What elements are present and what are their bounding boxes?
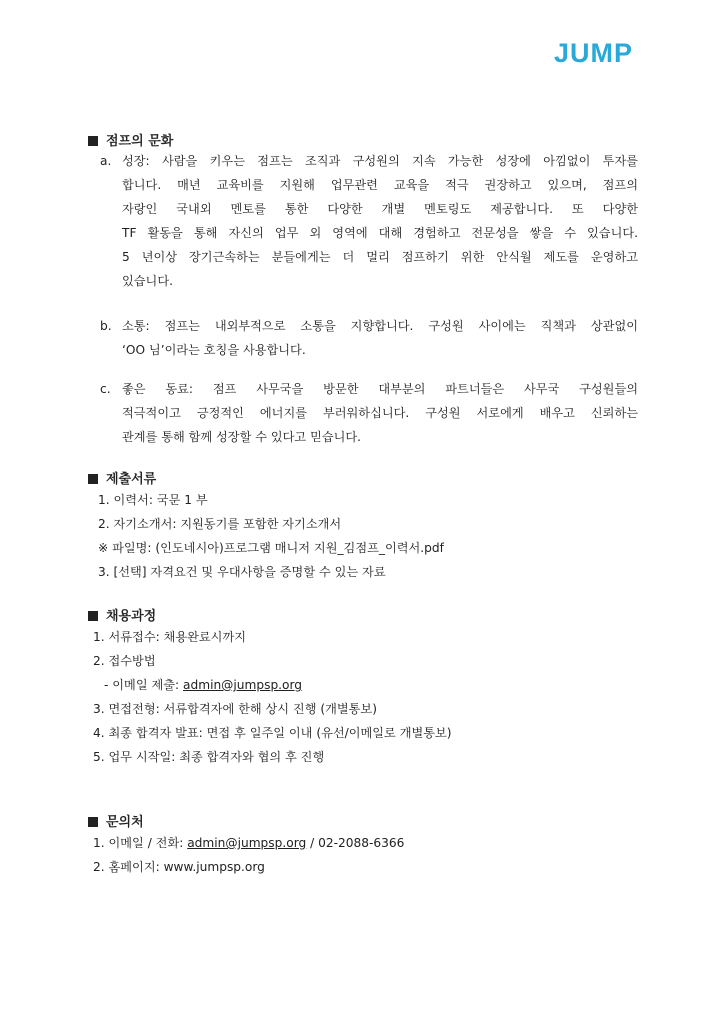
section-process-title: 채용과정 [88, 605, 156, 624]
documents-filename-note: ※ 파일명: (인도네시아)프로그램 매니저 지원_김점프_이력서.pdf [98, 541, 444, 555]
marker-c: c. [100, 382, 111, 396]
culture-a-line-3: 자랑인 국내외 멘토를 통한 다양한 개별 멘토링도 제공합니다. 또 다양한 [122, 202, 638, 216]
culture-c-line-2: 적극적이고 긍정적인 에너지를 부러워하십니다. 구성원 서로에게 배우고 신뢰하는 [122, 406, 638, 420]
culture-c-line-1: 좋은 동료: 점프 사무국을 방문한 대부분의 파트너들은 사무국 구성원들의 [122, 382, 638, 396]
culture-a-line-2: 합니다. 매년 교육비를 지원해 업무관련 교육을 적극 권장하고 있으며, 점프의 [122, 178, 638, 192]
square-bullet-icon [88, 611, 98, 621]
process-item-2: 2. 접수방법 [93, 654, 156, 668]
square-bullet-icon [88, 136, 98, 146]
culture-a-line-1: 성장: 사람을 키우는 점프는 조직과 구성원의 지속 가능한 성장에 아낌없이 투자를 [122, 154, 638, 168]
documents-item-1: 1. 이력서: 국문 1 부 [98, 493, 208, 507]
process-item-3: 3. 면접전형: 서류합격자에 한해 상시 진행 (개별통보) [93, 702, 377, 716]
culture-b-line-2: ‘OO 님’이라는 호칭을 사용합니다. [122, 343, 306, 357]
culture-b-line-1: 소통: 점프는 내외부적으로 소통을 지향합니다. 구성원 사이에는 직책과 상관없이 [122, 319, 638, 333]
section-documents-title: 제출서류 [88, 468, 156, 487]
process-email-line: - 이메일 제출: admin@jumpsp.org [104, 678, 303, 692]
marker-b: b. [100, 319, 112, 333]
contact-item-1: 1. 이메일 / 전화: admin@jumpsp.org / 02-2088-6366 [93, 836, 405, 850]
process-email-link[interactable]: admin@jumpsp.org [183, 678, 303, 692]
documents-item-3: 3. [선택] 자격요건 및 우대사항을 증명할 수 있는 자료 [98, 565, 386, 579]
culture-c-line-3: 관계를 통해 함께 성장할 수 있다고 믿습니다. [122, 430, 362, 444]
documents-item-2: 2. 자기소개서: 지원동기를 포함한 자기소개서 [98, 517, 342, 531]
section-contact-title: 문의처 [88, 811, 144, 830]
contact-email-link[interactable]: admin@jumpsp.org [187, 836, 307, 850]
square-bullet-icon [88, 817, 98, 827]
square-bullet-icon [88, 474, 98, 484]
process-item-5: 5. 업무 시작일: 최종 합격자와 협의 후 진행 [93, 750, 325, 764]
process-item-4: 4. 최종 합격자 발표: 면접 후 일주일 이내 (유선/이메일로 개별통보) [93, 726, 452, 740]
contact-homepage: 2. 홈페이지: www.jumpsp.org [93, 860, 265, 874]
jump-logo: JUMP [554, 38, 634, 68]
section-culture-title: 점프의 문화 [88, 130, 173, 149]
culture-a-line-6: 있습니다. [122, 274, 173, 288]
culture-a-line-5: 5 년이상 장기근속하는 분들에게는 더 멀리 점프하기 위한 안식월 제도를 운영하고 [122, 250, 638, 264]
contact-phone: / 02-2088-6366 [306, 836, 405, 850]
culture-a-line-4: TF 활동을 통해 자신의 업무 외 영역에 대해 경험하고 전문성을 쌓을 수 있습니다. [122, 226, 638, 240]
marker-a: a. [100, 154, 112, 168]
process-item-1: 1. 서류접수: 채용완료시까지 [93, 630, 246, 644]
